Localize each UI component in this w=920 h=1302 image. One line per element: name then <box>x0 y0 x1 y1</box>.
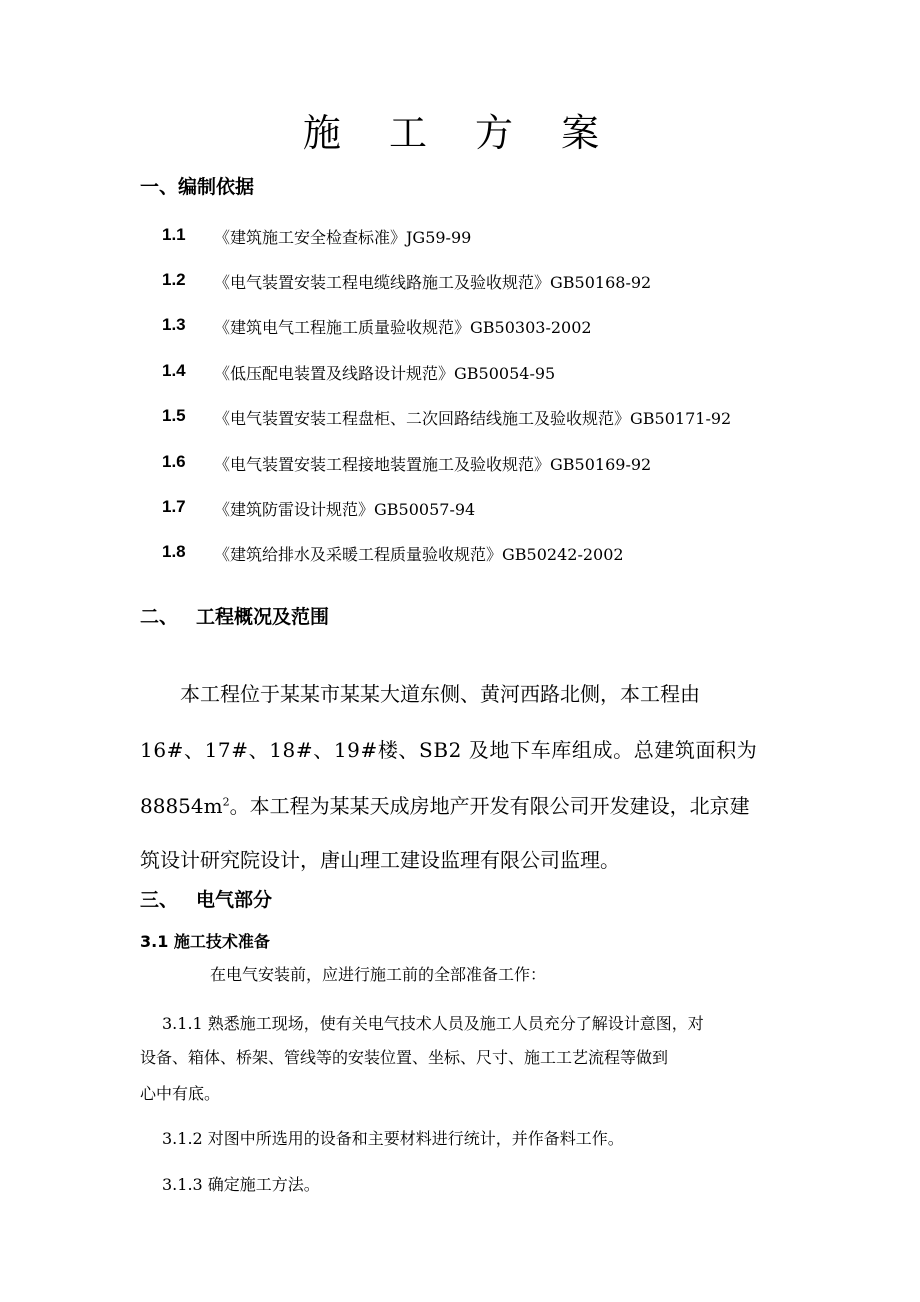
ref-number: 1.4 <box>162 361 186 380</box>
section-1-heading: 一、编制依据 <box>140 176 255 198</box>
ref-text: 《建筑电气工程施工质量验收规范》GB50303-2002 <box>214 318 592 337</box>
ref-text: 《建筑防雷设计规范》GB50057-94 <box>214 500 476 519</box>
ref-text: 《低压配电装置及线路设计规范》GB50054-95 <box>214 364 556 383</box>
area-value: 88854m <box>140 794 223 818</box>
ref-number: 1.1 <box>162 225 186 244</box>
item-line: 设备、箱体、桥架、管线等的安装位置、坐标、尺寸、施工工艺流程等做到 <box>140 1048 669 1067</box>
item-line: 3.1.1 熟悉施工现场，使有关电气技术人员及施工人员充分了解设计意图，对 <box>162 1014 704 1033</box>
ref-text: 《电气装置安装工程电缆线路施工及验收规范》GB50168-92 <box>214 273 652 292</box>
ref-number: 1.8 <box>162 542 186 561</box>
item-line: 3.1.2 对图中所选用的设备和主要材料进行统计，并作备料工作。 <box>162 1129 624 1148</box>
item-line: 3.1.3 确定施工方法。 <box>162 1175 320 1194</box>
area-unit-superscript: 2 <box>222 795 230 809</box>
subsection-heading: 3.1 施工技术准备 <box>140 932 270 951</box>
paragraph-line: 16#、17#、18#、19#楼、SB2 及地下车库组成。总建筑面积为 <box>140 738 758 762</box>
ref-number: 1.3 <box>162 315 186 334</box>
ref-text: 《建筑给排水及采暖工程质量验收规范》GB50242-2002 <box>214 545 624 564</box>
ref-number: 1.6 <box>162 452 186 471</box>
ref-number: 1.5 <box>162 406 186 425</box>
section-3-heading-number: 三、 <box>140 889 179 911</box>
ref-text: 《电气装置安装工程接地装置施工及验收规范》GB50169-92 <box>214 455 652 474</box>
item-line: 心中有底。 <box>140 1084 221 1103</box>
paragraph-line: 筑设计研究院设计，唐山理工建设监理有限公司监理。 <box>140 848 620 872</box>
ref-text: 《电气装置安装工程盘柜、二次回路结线施工及验收规范》GB50171-92 <box>214 409 732 428</box>
ref-number: 1.2 <box>162 270 186 289</box>
paragraph-line <box>140 790 750 819</box>
section-2-heading-text: 工程概况及范围 <box>196 606 330 628</box>
section-2-heading-number: 二、 <box>140 606 179 628</box>
document-title: 施 工 方 案 <box>302 111 618 155</box>
ref-text: 《建筑施工安全检查标准》JG59-99 <box>214 228 472 247</box>
section-3-heading-text: 电气部分 <box>196 889 273 911</box>
ref-number: 1.7 <box>162 497 186 516</box>
intro-line: 在电气安装前，应进行施工前的全部准备工作： <box>210 965 547 984</box>
paragraph-line-continuation: 。本工程为某某天成房地产开发有限公司开发建设，北京建 <box>229 794 750 818</box>
paragraph-line: 本工程位于某某市某某大道东侧、黄河西路北侧，本工程由 <box>180 682 700 706</box>
